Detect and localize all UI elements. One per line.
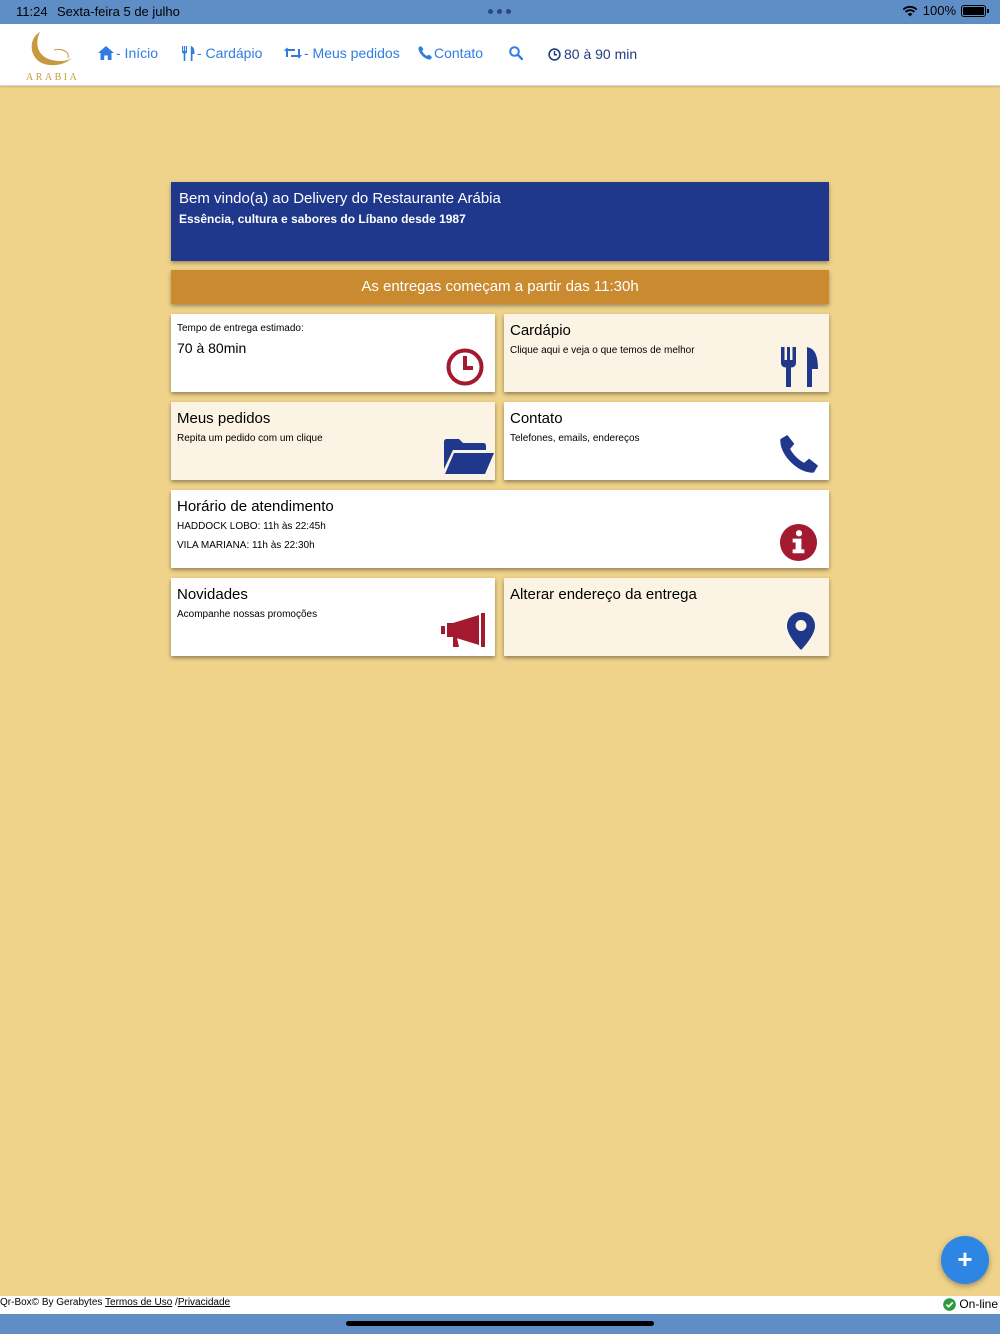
check-circle-icon — [943, 1298, 956, 1311]
terms-link[interactable]: Termos de Uso — [105, 1297, 173, 1308]
multitasking-dots-icon[interactable] — [488, 9, 511, 14]
banner-title: Bem vindo(a) ao Delivery do Restaurante Arábia — [179, 190, 501, 207]
crescent-logo-icon — [24, 28, 80, 72]
card-change-address[interactable] — [504, 578, 829, 656]
card-opening-hours[interactable] — [171, 490, 829, 568]
card-orders-subtitle: Repita um pedido com um clique — [177, 433, 323, 444]
nav-home-label: - Início — [116, 45, 159, 61]
card-menu-subtitle: Clique aqui e veja o que temos de melhor — [510, 345, 695, 356]
home-indicator[interactable] — [346, 1321, 654, 1326]
welcome-banner — [171, 182, 829, 261]
card-hours-line-vila-mariana: VILA MARIANA: 11h às 22:30h — [177, 540, 315, 551]
nav-orders-label: - Meus pedidos — [304, 45, 400, 61]
nav-menu-label: - Cardápio — [197, 45, 263, 61]
nav-delivery-time-label: 80 à 90 min — [564, 46, 638, 62]
navbar — [0, 24, 1000, 86]
card-menu[interactable] — [504, 314, 829, 392]
card-news[interactable] — [171, 578, 495, 656]
card-hours-title: Horário de atendimento — [177, 498, 334, 515]
nav-home-link[interactable] — [98, 45, 158, 61]
nav-contact-link[interactable] — [418, 45, 483, 61]
delivery-start-notice: As entregas começam a partir das 11:30h — [171, 270, 829, 304]
restaurant-logo[interactable] — [24, 28, 80, 84]
utensils-icon — [182, 46, 195, 61]
card-delivery-time[interactable] — [171, 314, 495, 392]
utensils-icon — [781, 347, 819, 387]
card-contact-subtitle: Telefones, emails, endereços — [510, 433, 640, 444]
add-fab-button[interactable]: + — [941, 1236, 989, 1284]
home-icon — [98, 46, 114, 60]
nav-contact-label: Contato — [434, 45, 484, 61]
status-bar — [0, 0, 1000, 24]
battery-percent: 100% — [922, 3, 956, 18]
privacy-link[interactable]: Privacidade — [177, 1297, 231, 1308]
nav-orders-link[interactable] — [284, 45, 400, 61]
card-news-subtitle: Acompanhe nossas promoções — [177, 609, 318, 620]
card-delivery-time-value: 70 à 80min — [177, 340, 247, 356]
online-status-label: On-line — [959, 1297, 998, 1311]
footer-separator: / — [175, 1297, 178, 1308]
nav-search-button[interactable] — [509, 46, 523, 60]
folder-open-icon — [444, 438, 494, 475]
card-menu-title: Cardápio — [510, 322, 571, 339]
banner-subtitle: Essência, cultura e sabores do Líbano desde 1987 — [179, 212, 466, 226]
footer-links — [0, 1297, 230, 1308]
info-icon — [779, 523, 818, 562]
phone-icon — [779, 435, 818, 474]
home-indicator-bar — [0, 1314, 1000, 1334]
clock-icon — [548, 48, 561, 61]
status-time: 11:24 — [16, 4, 48, 19]
phone-icon — [418, 46, 432, 60]
battery-icon — [961, 5, 986, 17]
retweet-icon — [284, 47, 302, 59]
footer — [0, 1296, 1000, 1314]
wifi-icon — [902, 5, 918, 17]
footer-credit: Qr-Box© By Gerabytes — [0, 1297, 103, 1308]
status-date: Sexta-feira 5 de julho — [57, 4, 180, 19]
megaphone-icon — [441, 612, 486, 648]
card-address-title: Alterar endereço da entrega — [510, 586, 697, 603]
nav-delivery-time — [548, 46, 637, 62]
card-orders-title: Meus pedidos — [177, 410, 271, 427]
card-news-title: Novidades — [177, 586, 248, 603]
card-contact-title: Contato — [510, 410, 563, 427]
card-delivery-time-label: Tempo de entrega estimado: — [177, 323, 304, 334]
card-contact[interactable] — [504, 402, 829, 480]
nav-menu-link[interactable] — [182, 45, 262, 61]
card-hours-line-haddock: HADDOCK LOBO: 11h às 22:45h — [177, 521, 326, 532]
map-marker-icon — [787, 612, 815, 650]
online-status — [943, 1297, 998, 1311]
card-my-orders[interactable] — [171, 402, 495, 480]
search-icon — [509, 46, 523, 60]
clock-icon — [445, 347, 485, 387]
status-indicators — [902, 3, 986, 18]
logo-text: ARABIA — [26, 72, 80, 83]
